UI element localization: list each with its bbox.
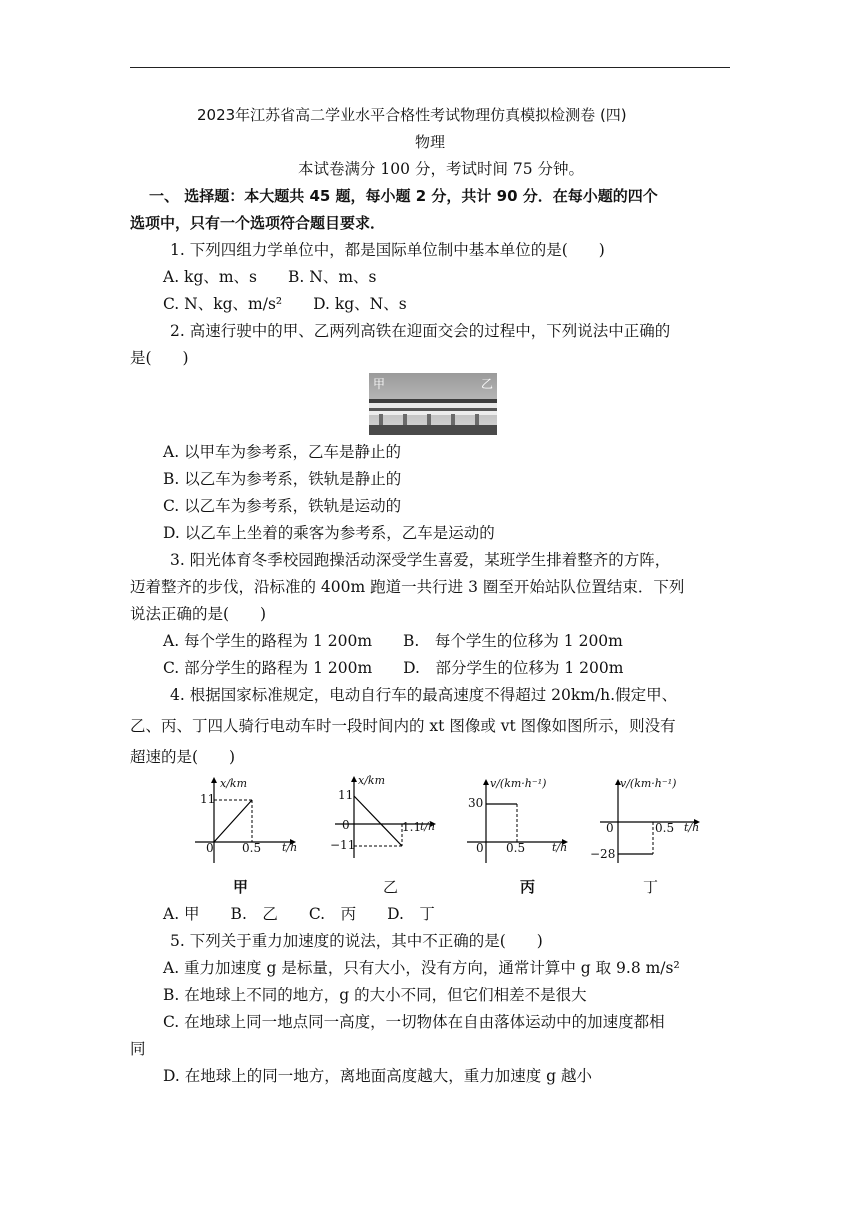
train-photo: [369, 373, 497, 435]
graph-jia-xlabel: t/h: [282, 841, 298, 854]
q5-option-a: A. 重力加速度 g 是标量，只有大小，没有方向，通常计算中 g 取 9.8 m/s²: [163, 959, 680, 977]
graph-bing-origin: 0: [476, 841, 484, 855]
graph-yi-caption: 乙: [383, 878, 399, 896]
graph-jia-ylabel: x/km: [220, 777, 248, 790]
q3-options-row2: C. 部分学生的路程为 1 200m D. 部分学生的位移为 1 200m: [163, 659, 624, 677]
q4-stem-line3: 超速的是( ): [130, 748, 236, 766]
q5-stem: 5. 下列关于重力加速度的说法，其中不正确的是( ): [170, 932, 543, 950]
q1-stem: 1. 下列四组力学单位中，都是国际单位制中基本单位的是( ): [170, 241, 605, 259]
q2-option-b: B. 以乙车为参考系，铁轨是静止的: [163, 470, 402, 488]
graph-yi-y-arrow: [351, 776, 357, 782]
q2-stem-line2: 是( ): [130, 349, 189, 367]
graph-yi-ytick-pos: 11: [338, 788, 354, 802]
q3-stem-line2: 迈着整齐的步伐，沿标准的 400m 跑道一共行进 3 圈至开始站队位置结束．下列: [130, 578, 685, 596]
q3-stem-line3: 说法正确的是( ): [130, 605, 267, 623]
graph-jia-xtick: 0.5: [242, 841, 262, 855]
q4-options: A. 甲 B. 乙 C. 丙 D. 丁: [163, 905, 435, 923]
header-rule: [130, 67, 730, 68]
section-heading-line2: 选项中，只有一个选项符合题目要求．: [130, 214, 386, 232]
q5-option-c-line2: 同: [130, 1040, 146, 1058]
q1-options-row1: A. kg、m、s B. N、m、s: [163, 268, 377, 286]
graph-bing-ylabel: v/(km·h⁻¹): [490, 777, 547, 790]
graph-yi-ytick-neg: −11: [330, 838, 356, 852]
q2-option-c: C. 以乙车为参考系，铁轨是运动的: [163, 497, 402, 515]
graph-ding-caption: 丁: [643, 878, 659, 896]
graph-ding-xtick: 0.5: [655, 821, 675, 835]
graph-jia-caption: 甲: [233, 878, 249, 896]
graph-bing-caption: 丙: [520, 878, 536, 896]
subject-title: 物理: [415, 133, 446, 151]
exam-note: 本试卷满分 100 分，考试时间 75 分钟。: [298, 160, 585, 178]
q1-options-row2: C. N、kg、m/s² D. kg、N、s: [163, 295, 407, 313]
q2-stem-line1: 2. 高速行驶中的甲、乙两列高铁在迎面交会的过程中，下列说法中正确的: [170, 322, 671, 340]
graph-yi-xtick: 1.1: [402, 820, 422, 834]
graph-bing-xlabel: t/h: [552, 841, 568, 854]
q5-option-c-line1: C. 在地球上同一地点同一高度，一切物体在自由落体运动中的加速度都相: [163, 1013, 665, 1031]
photo-label-left: 甲: [373, 377, 386, 391]
graph-bing-y-arrow: [483, 779, 489, 785]
graph-jia-origin: 0: [206, 841, 214, 855]
photo-label-right: 乙: [481, 377, 494, 391]
graph-ding-origin: 0: [606, 821, 614, 835]
graph-jia-ytick: 11: [200, 792, 216, 806]
graph-jia-line: [214, 800, 252, 842]
train-photo-graphic: [369, 373, 497, 435]
section-heading-line1: 一、 选择题：本大题共 45 题，每小题 2 分，共计 90 分．在每小题的四个: [149, 187, 658, 205]
q4-stem-line2: 乙、丙、丁四人骑行电动车时一段时间内的 xt 图像或 vt 图像如图所示，则没有: [130, 717, 676, 735]
graph-bing-xtick: 0.5: [506, 841, 526, 855]
q2-option-d: D. 以乙车上坐着的乘客为参考系，乙车是运动的: [163, 524, 495, 542]
q3-stem-line1: 3. 阳光体育冬季校园跑操活动深受学生喜爱，某班学生排着整齐的方阵，: [170, 551, 671, 569]
q5-option-d: D. 在地球上的同一地方，离地面高度越大，重力加速度 g 越小: [163, 1067, 593, 1085]
graph-yi-line: [354, 796, 402, 846]
q2-option-a: A. 以甲车为参考系，乙车是静止的: [163, 443, 402, 461]
graph-ding: [590, 775, 710, 865]
q5-option-b: B. 在地球上不同的地方，g 的大小不同，但它们相差不是很大: [163, 986, 587, 1004]
graph-yi-origin: 0: [342, 818, 350, 832]
q3-options-row1: A. 每个学生的路程为 1 200m B. 每个学生的位移为 1 200m: [163, 632, 623, 650]
graph-ding-ylabel: v/(km·h⁻¹): [620, 777, 677, 790]
graph-ding-ytick: −28: [590, 847, 616, 861]
graph-yi-ylabel: x/km: [358, 774, 386, 787]
graph-yi-xlabel: t/h: [420, 820, 436, 833]
graph-yi: [330, 772, 440, 860]
exam-title: 2023年江苏省高二学业水平合格性考试物理仿真模拟检测卷 (四): [197, 106, 627, 124]
graph-bing-ytick: 30: [468, 796, 484, 810]
graph-bing: [462, 775, 572, 865]
graph-jia: [190, 775, 300, 865]
graph-jia-y-arrow: [211, 777, 217, 783]
q4-stem-line1: 4. 根据国家标准规定，电动自行车的最高速度不得超过 20km/h.假定甲、: [170, 686, 678, 704]
graph-ding-xlabel: t/h: [684, 821, 700, 834]
